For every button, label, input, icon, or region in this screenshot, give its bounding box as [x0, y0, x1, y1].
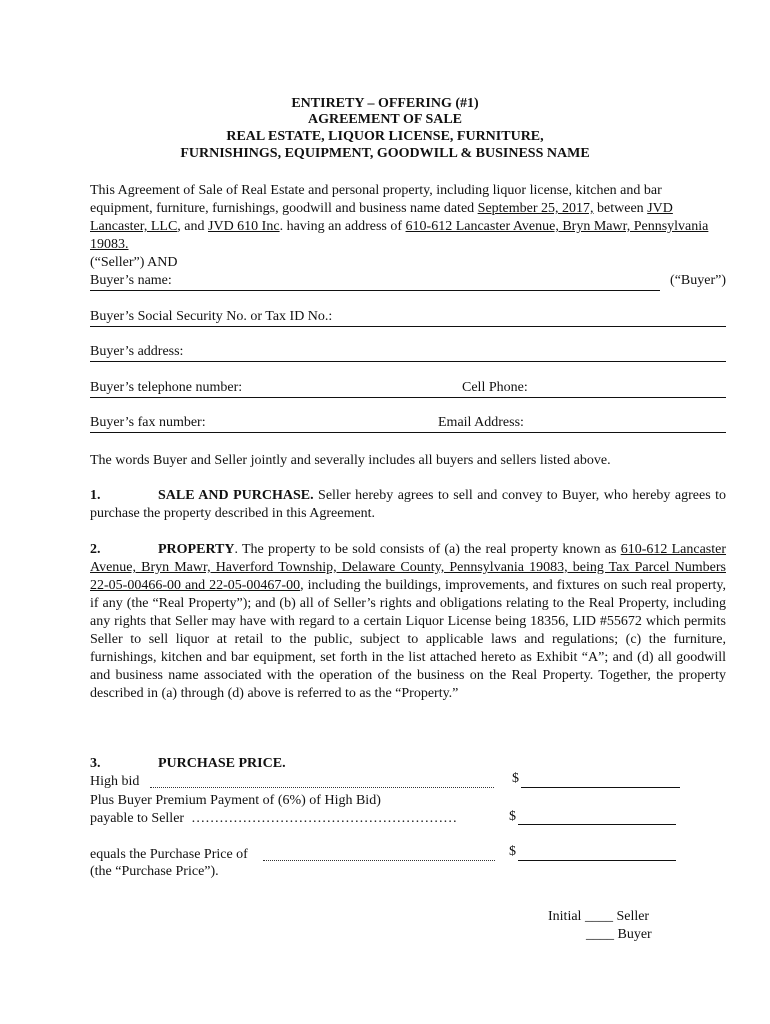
premium-line1: Plus Buyer Premium Payment of (6%) of High Bid)	[90, 793, 381, 808]
agreement-date: September 25, 2017,	[477, 201, 594, 216]
high-bid-dollar: $	[512, 771, 519, 786]
buyer-name-row	[90, 273, 726, 293]
buyer-ssn-label: Buyer’s Social Security No. or Tax ID No.:	[90, 309, 333, 324]
intro-text2: between	[593, 201, 648, 216]
buyer-phone-row	[90, 380, 726, 400]
buyer-name-field[interactable]	[90, 290, 660, 291]
buyer-phone-field[interactable]	[90, 397, 726, 398]
premium-dots: …………………………………………………	[191, 811, 458, 826]
doc-title-line3: REAL ESTATE, LIQUOR LICENSE, FURNITURE,	[226, 129, 544, 144]
premium-field[interactable]	[518, 824, 676, 825]
buyer-address-field[interactable]	[90, 361, 726, 362]
seller2-name: JVD 610 Inc	[208, 219, 280, 234]
price-dollar: $	[509, 844, 516, 859]
buyer-ssn-row	[90, 309, 726, 329]
section-2-text1: . The property to be sold consists of (a) the real property known as	[234, 542, 621, 557]
initial-label: Initial	[548, 909, 582, 924]
premium-label: payable to Seller	[90, 811, 185, 826]
jointly-statement: The words Buyer and Seller jointly and severally includes all buyers and sellers listed above.	[90, 453, 611, 468]
cell-phone-label: Cell Phone:	[462, 380, 528, 395]
section-3-heading: PURCHASE PRICE.	[158, 756, 286, 771]
seller1-name: JVD Lancaster, LLC	[90, 201, 673, 234]
section-1-number: 1.	[90, 488, 101, 503]
doc-title-line1: ENTIRETY – OFFERING (#1)	[291, 96, 479, 111]
section-2-heading: PROPERTY	[158, 542, 235, 557]
property-description: 610-612 Lancaster Avenue, Bryn Mawr, Haverford Township, Delaware County, Pennsylvania 19083, being Tax Parcel Numbers 22-05-00466-00 and 22-05-00467-00	[90, 542, 727, 593]
doc-title-line2: AGREEMENT OF SALE	[307, 112, 463, 127]
buyer-phone-label: Buyer’s telephone number:	[90, 380, 243, 395]
intro-paragraph	[90, 182, 726, 272]
section-1	[90, 487, 726, 523]
section-3-number: 3.	[90, 756, 101, 771]
initial-buyer	[586, 926, 652, 944]
section-2-text2: , including the buildings, improvements, and fixtures on such real property, if any (the “Real Property”); and (b) all of Seller’s rights and obligations relating to the Real Property, including any rights that Seller may have with regard to a certain Liquor License being 18356, LID #55672 which permits Seller to sell liquor at retail to the public, subject to applicable laws and regulations; (c) the furniture, furnishings, kitchen and bar equipment, set forth in the list attached hereto as Exhibit “A”; and (d) all goodwill and business name associated with the operation of the business on the Real Property. Together, the property described in (a) through (d) above is referred to as the “Property.”	[90, 578, 727, 701]
premium-line2	[90, 810, 726, 828]
initial-buyer-blank[interactable]: ____	[586, 927, 614, 942]
section-2	[90, 541, 726, 703]
equals-dots	[263, 860, 495, 861]
buyer-fax-row	[90, 415, 726, 435]
section-3-heading-row	[90, 755, 726, 773]
initial-buyer-label: Buyer	[617, 927, 652, 942]
buyer-address-label: Buyer’s address:	[90, 344, 184, 359]
purchase-price-definition: (the “Purchase Price”).	[90, 864, 219, 879]
email-label: Email Address:	[438, 415, 524, 430]
high-bid-label: High bid	[90, 774, 140, 789]
initial-seller	[548, 908, 649, 926]
buyer-fax-field[interactable]	[90, 432, 726, 433]
seller-line: (“Seller”) AND	[90, 255, 178, 270]
buyer-fax-label: Buyer’s fax number:	[90, 415, 206, 430]
premium-dollar: $	[509, 809, 516, 824]
high-bid-dots	[150, 787, 494, 788]
buyer-address-row	[90, 344, 726, 364]
initial-seller-label: Seller	[616, 909, 650, 924]
section-2-number: 2.	[90, 542, 101, 557]
buyer-name-label: Buyer’s name:	[90, 273, 172, 288]
section-1-text: Seller hereby agrees to sell and convey to Buyer, who hereby agrees to purchase the property described in this Agreement.	[90, 488, 726, 521]
purchase-price-field[interactable]	[518, 860, 676, 861]
initial-seller-blank[interactable]: ____	[584, 909, 613, 924]
buyer-ssn-field[interactable]	[90, 326, 726, 327]
intro-text1: This Agreement of Sale of Real Estate and personal property, including liquor license, kitchen and bar equipment, furniture, furnishings, goodwill and business name dated	[90, 183, 662, 216]
equals-label: equals the Purchase Price of	[90, 847, 248, 862]
doc-title-line4: FURNISHINGS, EQUIPMENT, GOODWILL & BUSINESS NAME	[180, 146, 590, 161]
intro-text4: . having an address of	[279, 219, 406, 234]
section-1-heading: SALE AND PURCHASE.	[158, 488, 314, 503]
seller-address: 610-612 Lancaster Avenue, Bryn Mawr, Pennsylvania 19083.	[90, 219, 709, 252]
intro-text3: , and	[177, 219, 209, 234]
high-bid-field[interactable]	[521, 787, 680, 788]
buyer-suffix: (“Buyer”)	[670, 273, 726, 288]
